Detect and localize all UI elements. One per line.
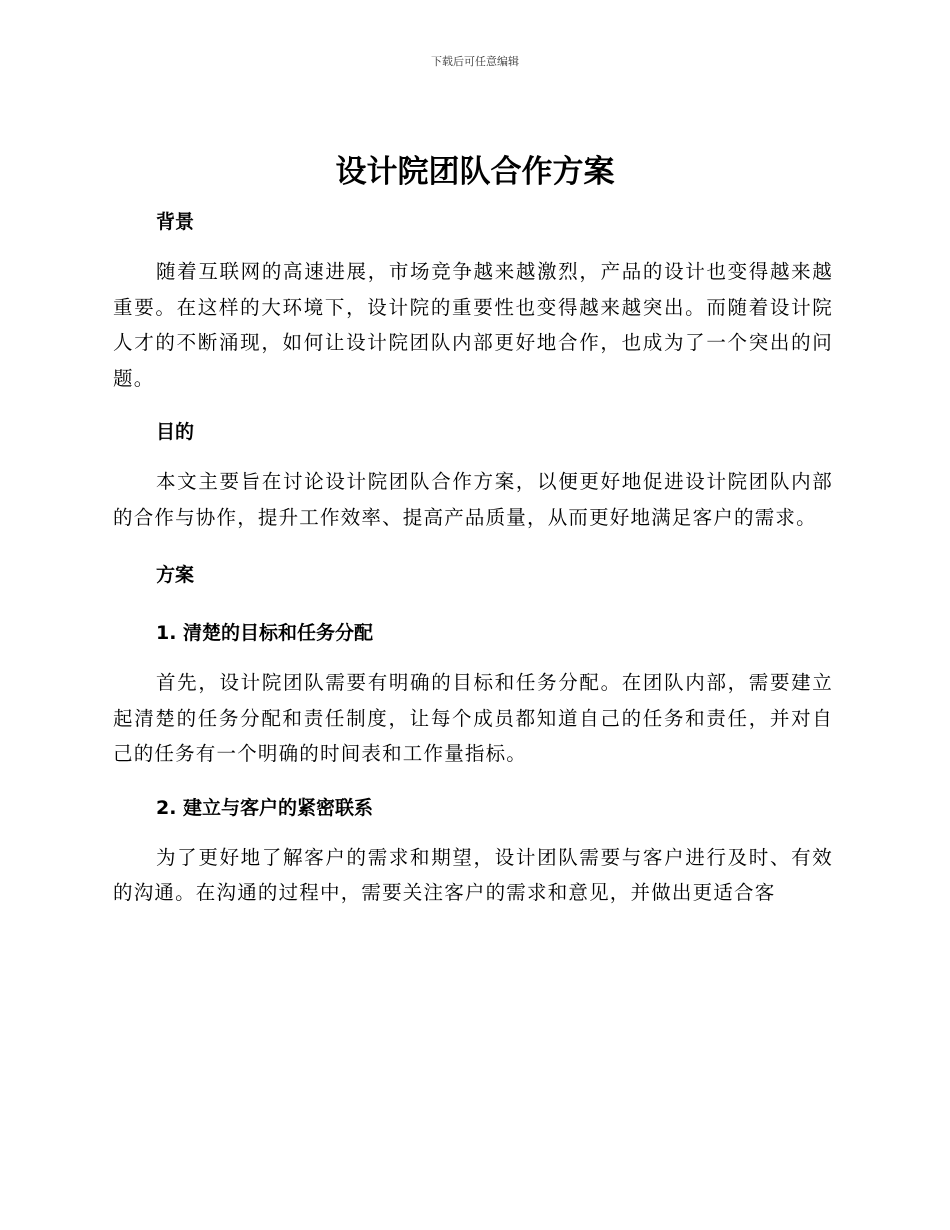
document-body	[113, 204, 833, 911]
spacer	[113, 240, 833, 254]
plan-item-2-paragraph: 为了更好地了解客户的需求和期望，设计团队需要与客户进行及时、有效的沟通。在沟通的过程中，需要关注客户的需求和意见，并做出更适合客	[113, 845, 833, 904]
spacer	[113, 535, 833, 557]
section-heading-purpose: 目的	[156, 421, 195, 443]
plan-item-1-heading: 1. 清楚的目标和任务分配	[156, 622, 374, 644]
section-heading-plan: 方案	[156, 564, 195, 586]
plan-item-2-heading: 2. 建立与客户的紧密联系	[156, 796, 374, 819]
paragraph-background: 随着互联网的高速进展，市场竞争越来越激烈，产品的设计也变得越来越重要。在这样的大环境下，设计院的重要性也变得越来越突出。而随着设计院人才的不断涌现，如何让设计院团队内部更好地合作，也成为了一个突出的问题。	[113, 260, 833, 390]
spacer	[113, 450, 833, 464]
spacer	[113, 651, 833, 665]
spacer	[113, 593, 833, 615]
page-header-note: 下载后可任意编辑	[431, 55, 519, 68]
plan-item-1-paragraph: 首先，设计院团队需要有明确的目标和任务分配。在团队内部，需要建立起清楚的任务分配和责任制度，让每个成员都知道自己的任务和责任，并对自己的任务有一个明确的时间表和工作量指标。	[113, 671, 833, 765]
spacer	[113, 826, 833, 840]
spacer	[113, 772, 833, 790]
document-title: 设计院团队合作方案	[335, 154, 615, 190]
section-heading-background: 背景	[156, 211, 195, 233]
paragraph-purpose: 本文主要旨在讨论设计院团队合作方案，以便更好地促进设计院团队内部的合作与协作，提升工作效率、提高产品质量，从而更好地满足客户的需求。	[113, 470, 833, 529]
spacer	[113, 396, 833, 414]
